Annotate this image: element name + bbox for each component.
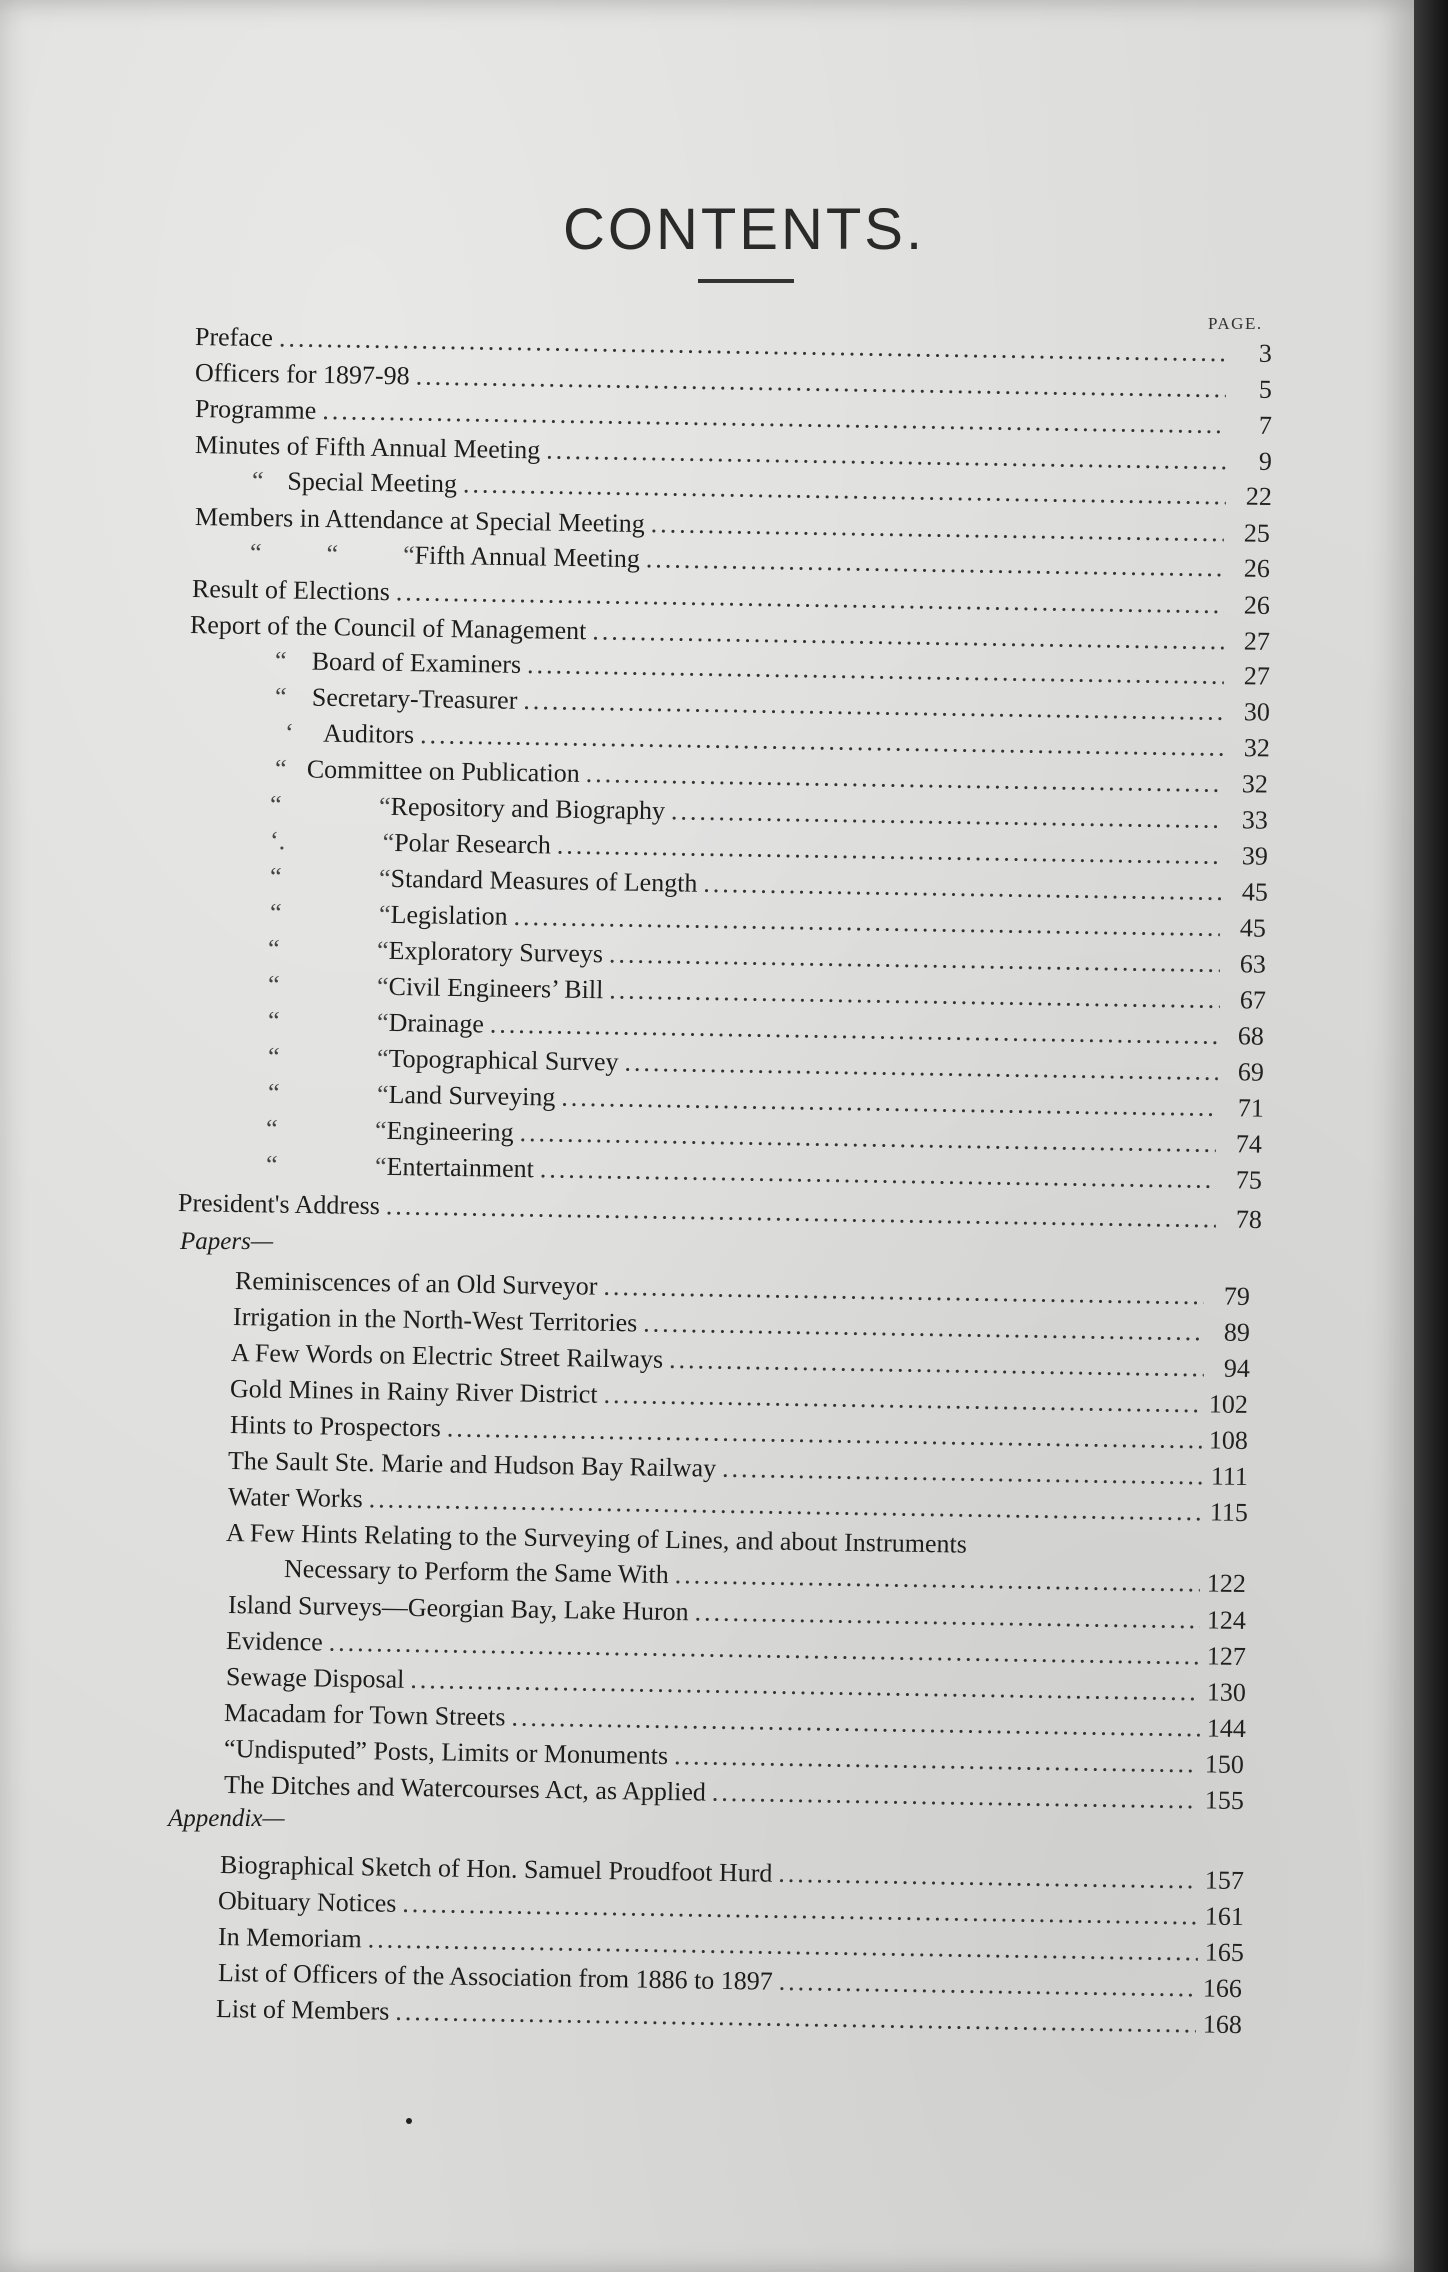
toc-entry-label: Polar Research xyxy=(393,827,552,860)
ditto-mark: “ “ xyxy=(269,862,391,893)
ditto-mark: “ xyxy=(274,646,287,676)
toc-entry-label: Result of Elections xyxy=(191,574,391,607)
toc-entry-page-number: 26 xyxy=(1243,553,1271,584)
toc-entry-label: Drainage xyxy=(388,1007,485,1039)
toc-entry-page-number: 79 xyxy=(1223,1281,1251,1311)
ditto-mark: “ “ xyxy=(267,1078,389,1109)
dot-leader xyxy=(674,1741,1198,1779)
toc-entry-page-number: 124 xyxy=(1206,1605,1247,1635)
toc-entry-page-number: 157 xyxy=(1204,1865,1245,1896)
toc-entry-label: Secretary-Treasurer xyxy=(311,682,518,715)
toc-entry-page-number: 155 xyxy=(1204,1785,1245,1816)
toc-entry-page-number: 63 xyxy=(1239,949,1267,979)
ditto-mark: “ “ xyxy=(265,1114,387,1145)
toc-entry-label: The Sault Ste. Marie and Hudson Bay Railway xyxy=(227,1446,717,1483)
toc-entry-label: Committee on Publication xyxy=(306,754,581,788)
toc-entry-page-number: 102 xyxy=(1208,1389,1249,1419)
toc-entry-page-number: 26 xyxy=(1243,590,1271,620)
toc-entry-label: Special Meeting xyxy=(287,466,458,499)
dot-leader xyxy=(603,1272,1204,1311)
toc-entry-label: “Undisputed” Posts, Limits or Monuments xyxy=(223,1734,669,1770)
toc-entry-label: Officers for 1897-98 xyxy=(194,358,410,391)
toc-entry-label: Exploratory Surveys xyxy=(388,935,604,969)
ditto-mark: “ “ xyxy=(269,898,391,929)
toc-entry-label: Water Works xyxy=(227,1482,363,1514)
dot-leader xyxy=(712,1778,1199,1816)
ditto-mark: “ “ xyxy=(267,970,389,1001)
toc-entry-label: Sewage Disposal xyxy=(225,1662,405,1694)
toc-entry-page-number: 130 xyxy=(1206,1677,1247,1708)
toc-entry-label: Fifth Annual Meeting xyxy=(414,540,641,574)
ditto-mark: “ “ “ xyxy=(249,538,415,570)
toc-entry-label: Engineering xyxy=(386,1115,514,1147)
toc-entry-page-number: 78 xyxy=(1235,1204,1263,1235)
toc-entry-page-number: 22 xyxy=(1245,481,1273,512)
toc-entry-page-number: 127 xyxy=(1206,1641,1247,1672)
dot-leader xyxy=(643,1308,1204,1347)
ditto-mark: “ “ xyxy=(265,1150,387,1181)
toc-entry-page-number: 161 xyxy=(1204,1901,1245,1932)
toc-entry-page-number: 32 xyxy=(1241,769,1269,799)
toc-entry-label: Board of Examiners xyxy=(311,646,522,679)
dot-leader xyxy=(703,869,1222,907)
toc-entry-label: In Memoriam xyxy=(217,1922,362,1954)
toc-entry-label: Members in Attendance at Special Meeting xyxy=(194,502,646,539)
toc-entry-page-number: 150 xyxy=(1204,1749,1245,1780)
toc-entry-label: Reminiscences of an Old Surveyor xyxy=(234,1266,598,1301)
toc-entry-page-number: 45 xyxy=(1241,877,1269,907)
page-title: CONTENTS. xyxy=(562,197,926,262)
toc-entry-page-number: 89 xyxy=(1223,1317,1251,1347)
toc-entry-label: List of Members xyxy=(215,1994,390,2026)
toc-entry-page-number: 74 xyxy=(1235,1129,1263,1159)
dot-leader xyxy=(694,1597,1200,1635)
toc-entry-label: Repository and Biography xyxy=(390,791,666,826)
dot-leader xyxy=(669,1345,1204,1383)
toc-entry-page-number: 27 xyxy=(1243,661,1271,691)
title-rule xyxy=(698,279,794,283)
toc-entry-label: Preface xyxy=(194,322,274,353)
toc-entry-page-number: 39 xyxy=(1241,841,1269,871)
toc-entry-page-number: 45 xyxy=(1239,913,1267,943)
toc-entry-label: Biographical Sketch of Hon. Samuel Proudfoot Hurd xyxy=(219,1850,773,1888)
toc-entry-label: Auditors xyxy=(322,718,415,750)
toc-entry-page-number: 108 xyxy=(1208,1425,1249,1455)
ditto-mark: ‘. “ xyxy=(269,826,395,857)
ditto-mark: “ “ xyxy=(269,790,391,821)
page-edge-shadow xyxy=(1414,0,1448,2272)
section-heading-papers: Papers— xyxy=(180,1228,274,1255)
toc-entry-label: President's Address xyxy=(177,1188,381,1221)
toc-entry-label: Topographical Survey xyxy=(388,1043,619,1077)
toc-entry-label: Legislation xyxy=(390,899,508,931)
toc-entry-label: Standard Measures of Length xyxy=(390,863,698,898)
toc-entry-label: Minutes of Fifth Annual Meeting xyxy=(194,430,541,465)
toc-entry-page-number: 5 xyxy=(1258,374,1273,404)
toc-entry-page-number: 75 xyxy=(1235,1165,1263,1195)
toc-entry-page-number: 32 xyxy=(1243,733,1271,763)
toc-entry-label: Hints to Prospectors xyxy=(229,1410,442,1443)
toc-entry-label: Obituary Notices xyxy=(217,1886,397,1918)
ditto-mark: ‘ xyxy=(284,718,294,748)
toc-entry-page-number: 67 xyxy=(1239,985,1267,1015)
dot-leader xyxy=(778,1859,1198,1896)
dot-leader xyxy=(651,509,1225,548)
toc-entry-page-number: 7 xyxy=(1258,410,1273,440)
toc-entry-page-number: 94 xyxy=(1223,1353,1251,1384)
ditto-mark: “ “ xyxy=(267,1006,389,1037)
dot-leader xyxy=(386,1191,1217,1234)
toc-entry-page-number: 3 xyxy=(1258,338,1273,368)
toc-entry-page-number: 27 xyxy=(1243,626,1271,656)
toc-entry-page-number: 9 xyxy=(1258,446,1273,476)
dot-leader xyxy=(779,1967,1197,2004)
toc-entry-label: Entertainment xyxy=(386,1151,535,1184)
toc-entry-page-number: 33 xyxy=(1241,805,1269,835)
toc-entry-page-number: 69 xyxy=(1237,1057,1265,1087)
ditto-mark: “ xyxy=(274,754,287,784)
toc-entry-label: List of Officers of the Association from 1886 to 1897 xyxy=(217,1958,774,1996)
toc-entry-page-number: 122 xyxy=(1206,1568,1247,1599)
dot-leader xyxy=(722,1454,1202,1492)
toc-entry-label: Island Surveys—Georgian Bay, Lake Huron xyxy=(227,1590,689,1627)
toc-entry-label: Evidence xyxy=(225,1626,323,1657)
toc-entry-label: Land Surveying xyxy=(388,1079,556,1112)
dot-leader xyxy=(671,796,1222,835)
page-column-header: PAGE. xyxy=(1208,314,1263,333)
toc-entry-page-number: 111 xyxy=(1210,1461,1249,1492)
toc-entry-label: Programme xyxy=(194,394,317,425)
toc-entry-page-number: 166 xyxy=(1202,1973,1243,2004)
section-heading-appendix: Appendix— xyxy=(168,1805,285,1832)
toc-entry-page-number: 168 xyxy=(1202,2009,1243,2040)
ditto-mark: “ “ xyxy=(267,1042,389,1073)
toc-entry-page-number: 165 xyxy=(1204,1937,1245,1968)
ditto-mark: “ “ xyxy=(267,934,389,965)
toc-entry-label: Necessary to Perform the Same With xyxy=(283,1554,669,1590)
toc-entry-label: Macadam for Town Streets xyxy=(223,1698,506,1732)
toc-entry-label: Gold Mines in Rainy River District xyxy=(229,1374,598,1409)
toc-entry-page-number: 144 xyxy=(1206,1713,1247,1744)
toc-entry-page-number: 30 xyxy=(1243,697,1271,727)
toc-entry-page-number: 25 xyxy=(1243,518,1271,548)
toc-entry-label: A Few Hints Relating to the Surveying of Lines, and about Instruments xyxy=(225,1518,968,1559)
toc-entry-label: A Few Words on Electric Street Railways xyxy=(230,1338,664,1374)
toc-entry-label: Civil Engineers’ Bill xyxy=(388,971,604,1005)
toc-entry-label: Report of the Council of Management xyxy=(189,610,587,646)
toc-entry-page-number: 71 xyxy=(1237,1093,1265,1123)
toc-entry-label: The Ditches and Watercourses Act, as Applied xyxy=(223,1770,707,1807)
toc-entry-label: Irrigation in the North-West Territories xyxy=(232,1302,638,1338)
toc-entry-page-number: 68 xyxy=(1237,1021,1265,1051)
ink-speck xyxy=(406,2118,412,2124)
ditto-mark: “ xyxy=(251,466,264,496)
toc-entry-page-number: 115 xyxy=(1209,1497,1249,1528)
ditto-mark: “ xyxy=(274,682,287,712)
